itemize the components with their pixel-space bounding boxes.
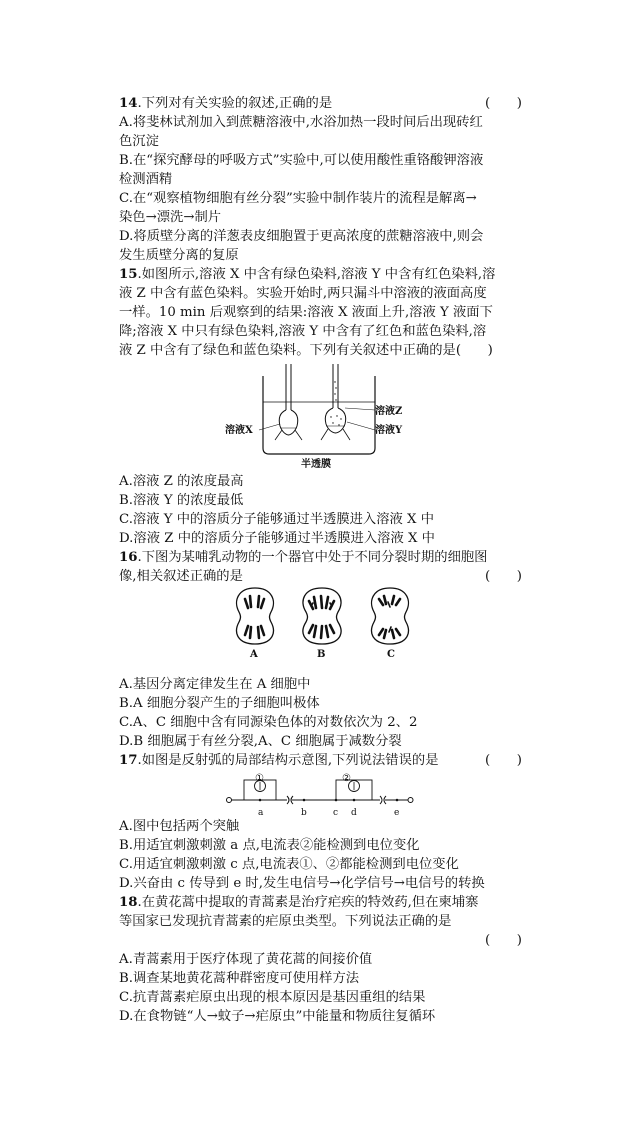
cell-c: [372, 588, 409, 644]
q14-stem: 14.下列对有关实验的叙述,正确的是: [119, 96, 333, 111]
q16-option-b: B.A 细胞分裂产生的子细胞叫极体: [119, 696, 320, 711]
point-c-label: c: [333, 808, 339, 818]
q15-stem-line1: 15.如图所示,溶液 X 中含有绿色染料,溶液 Y 中含有红色染料,溶: [119, 267, 496, 282]
q18-option-b: B.调查某地黄花蒿种群密度可使用样方法: [119, 971, 360, 986]
q14-option-c: C.在“观察植物细胞有丝分裂”实验中制作装片的流程是解离→: [119, 191, 477, 206]
q18-option-a: A.青蒿素用于医疗体现了黄花蒿的间接价值: [119, 952, 373, 967]
label-cell-a: A: [250, 649, 258, 660]
q14-option-d: D.将质壁分离的洋葱表皮细胞置于更高浓度的蔗糖溶液中,则会: [119, 229, 484, 244]
point-b-label: b: [301, 808, 307, 818]
q15-option-a: A.溶液 Z 的浓度最高: [119, 474, 244, 489]
label-semipermeable-membrane: 半透膜: [301, 459, 331, 470]
label-cell-b: B: [317, 649, 326, 660]
label-solution-z: 溶液Z: [375, 406, 403, 417]
label-cell-c: C: [387, 649, 395, 660]
q14-number: 14: [119, 96, 138, 111]
q14-option-a: A.将斐林试剂加入到蔗糖溶液中,水浴加热一段时间后出现砖红: [119, 115, 483, 130]
q14-answer-blank: ( ): [485, 96, 522, 111]
cell-division-diagram: [222, 585, 422, 660]
q15-stem-line5: 液 Z 中含有了绿色和蓝色染料。下列有关叙述中正确的是( ): [119, 343, 493, 358]
q16-answer-blank: ( ): [485, 569, 522, 584]
label-solution-x: 溶液X: [225, 425, 253, 436]
cell-b: [303, 588, 341, 644]
q16-option-d: D.B 细胞属于有丝分裂,A、C 细胞属于减数分裂: [119, 734, 402, 749]
q14-option-b: B.在“探究酵母的呼吸方式”实验中,可以使用酸性重铬酸钾溶液: [119, 153, 484, 168]
q15-option-b: B.溶液 Y 的浓度最低: [119, 493, 244, 508]
q17-option-c: C.用适宜刺激刺激 c 点,电流表①、②都能检测到电位变化: [119, 857, 459, 872]
q16-stem-line1: 16.下图为某哺乳动物的一个器官中处于不同分裂时期的细胞图: [119, 550, 488, 565]
point-a-label: a: [258, 808, 264, 818]
q15-option-c: C.溶液 Y 中的溶质分子能够通过半透膜进入溶液 X 中: [119, 512, 435, 527]
q17-option-b: B.用适宜刺激刺激 a 点,电流表②能检测到电位变化: [119, 838, 420, 853]
q14-option-b-cont: 检测酒精: [119, 172, 173, 187]
osmosis-diagram: [225, 362, 425, 472]
q18-stem-line1: 18.在黄花蒿中提取的青蒿素是治疗疟疾的特效药,但在柬埔寨: [119, 895, 479, 910]
point-d-label: d: [351, 808, 357, 818]
q15-number: 15: [119, 267, 138, 282]
q18-option-c: C.抗青蒿素疟原虫出现的根本原因是基因重组的结果: [119, 990, 426, 1005]
q18-answer-blank: ( ): [485, 933, 522, 948]
q15-option-d: D.溶液 Z 中的溶质分子能够通过半透膜进入溶液 X 中: [119, 531, 435, 546]
point-e-label: e: [394, 808, 400, 818]
cell-a: [237, 588, 274, 644]
q17-option-d: D.兴奋由 c 传导到 e 时,发生电信号→化学信号→电信号的转换: [119, 876, 485, 891]
q15-stem-line3: 一样。10 min 后观察到的结果:溶液 X 液面上升,溶液 Y 液面下: [119, 305, 493, 320]
q16-option-c: C.A、C 细胞中含有同源染色体的对数依次为 2、2: [119, 715, 418, 730]
q18-number: 18: [119, 895, 138, 910]
q17-option-a: A.图中包括两个突触: [119, 819, 240, 834]
q17-number: 17: [119, 753, 138, 768]
q15-stem-line4: 降;溶液 X 中只有绿色染料,溶液 Y 中含有了红色和蓝色染料,溶: [119, 324, 487, 339]
ammeter-1-label: ①: [255, 773, 264, 784]
q17-answer-blank: ( ): [485, 753, 522, 768]
ammeter-1: [244, 773, 276, 800]
ammeter-2-label: ②: [342, 773, 351, 784]
ammeter-2: [336, 773, 372, 800]
q14-option-d-cont: 发生质壁分离的复原: [119, 248, 239, 263]
q14-option-a-cont: 色沉淀: [119, 134, 159, 149]
q16-option-a: A.基因分离定律发生在 A 细胞中: [119, 677, 311, 692]
q15-stem-line2: 液 Z 中含有蓝色染料。实验开始时,两只漏斗中溶液的液面高度: [119, 286, 487, 301]
q16-number: 16: [119, 550, 138, 565]
reflex-arc-diagram: [225, 772, 415, 820]
q16-stem-line2: 像,相关叙述正确的是: [119, 569, 243, 584]
q17-stem: 17.如图是反射弧的局部结构示意图,下列说法错误的是: [119, 753, 439, 768]
q18-stem-line2: 等国家已发现抗青蒿素的疟原虫类型。下列说法正确的是: [119, 914, 452, 929]
q18-option-d: D.在食物链“人→蚊子→疟原虫”中能量和物质往复循环: [119, 1009, 436, 1024]
q14-option-c-cont: 染色→漂洗→制片: [119, 210, 222, 225]
label-solution-y: 溶液Y: [375, 425, 403, 436]
